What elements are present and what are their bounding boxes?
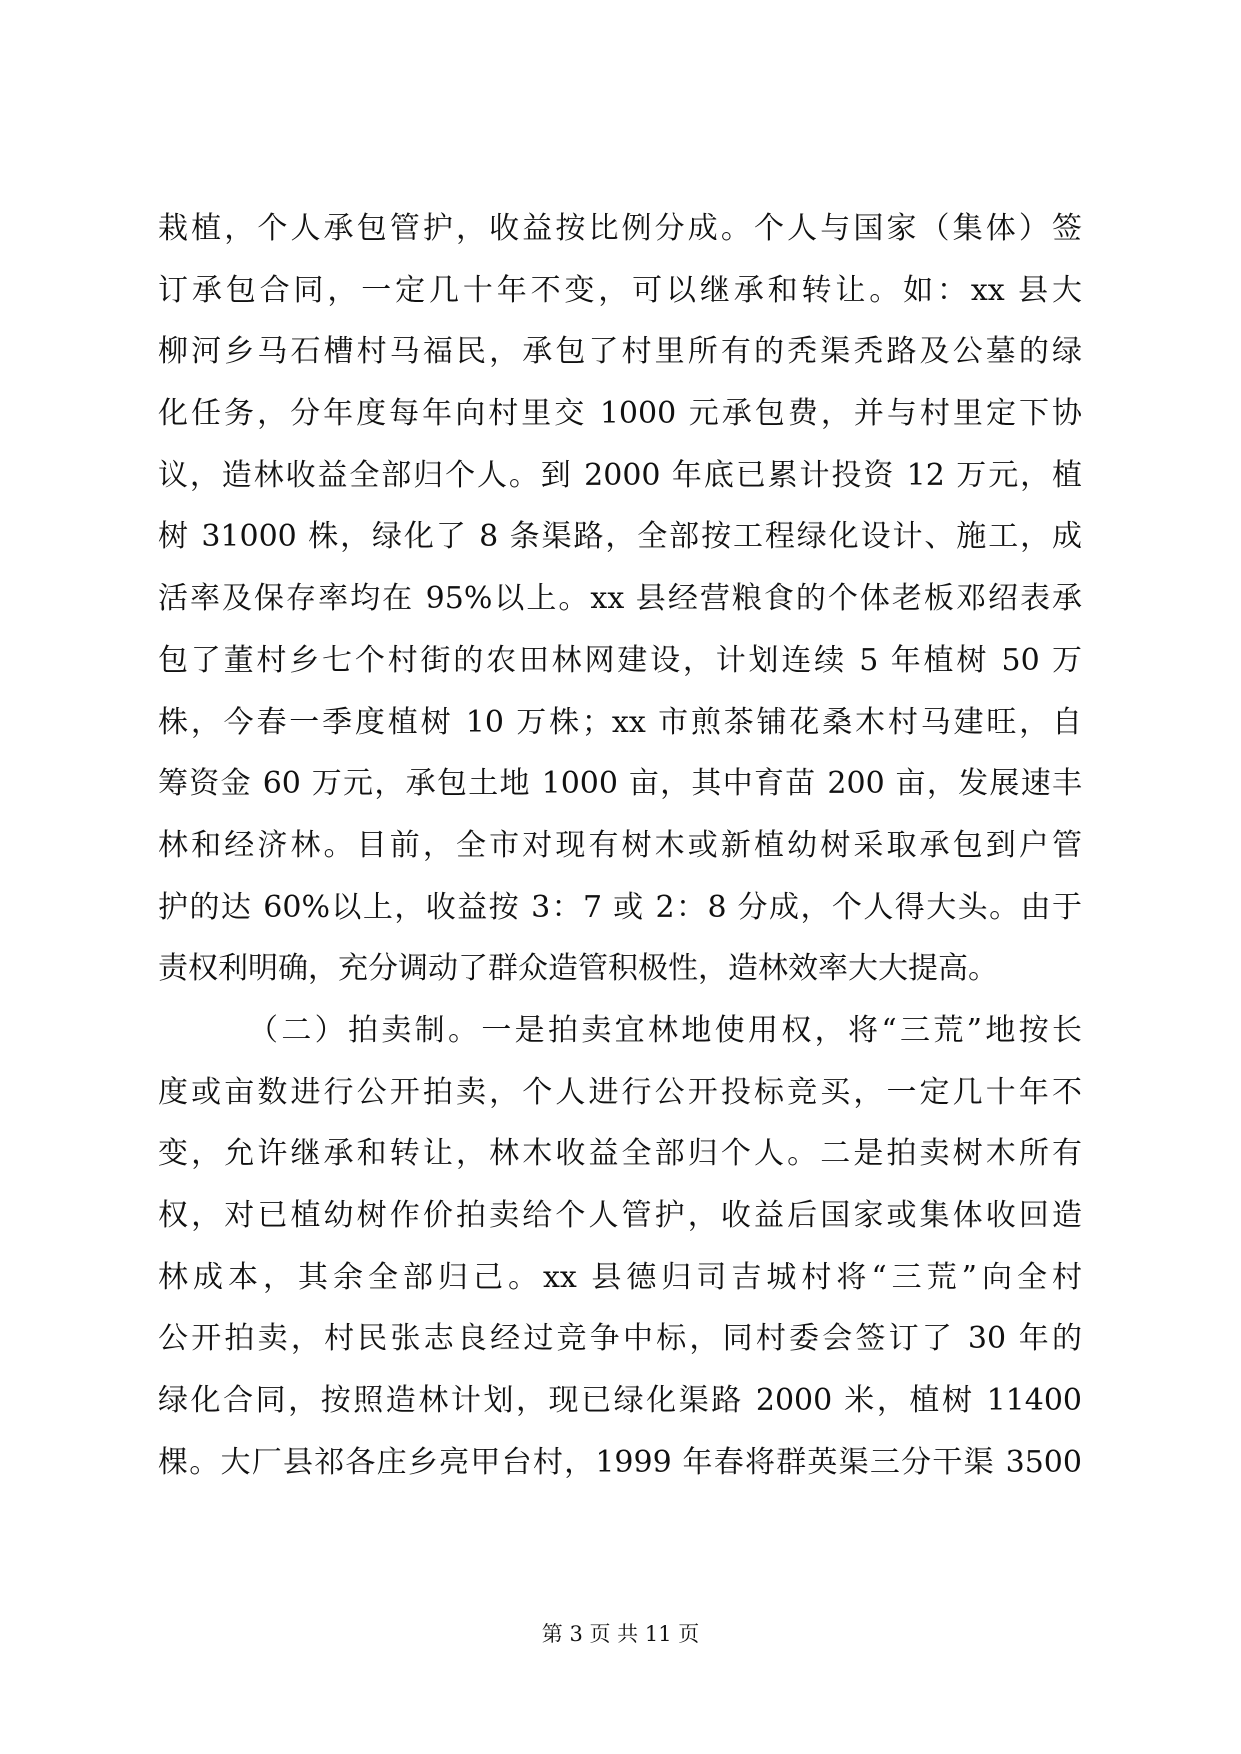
page-number-footer: 第 3 页 共 11 页 xyxy=(541,1622,700,1646)
text-line: 林和经济林。目前，全市对现有树木或新植幼树采取承包到户管 xyxy=(158,827,1082,863)
text-line: 公开拍卖，村民张志良经过竞争中标，同村委会签订了 30 年的 xyxy=(158,1321,1082,1357)
text-line: 护的达 60%以上，收益按 3：7 或 2：8 分成，个人得大头。由于 xyxy=(158,889,1082,925)
text-line: 树 31000 株，绿化了 8 条渠路，全部按工程绿化设计、施工，成 xyxy=(158,519,1082,555)
text-line: 柳河乡马石槽村马福民，承包了村里所有的秃渠秃路及公墓的绿 xyxy=(158,334,1082,370)
text-line: 议，造林收益全部归个人。到 2000 年底已累计投资 12 万元，植 xyxy=(158,457,1082,493)
text-line: 度或亩数进行公开拍卖，个人进行公开投标竞买，一定几十年不 xyxy=(158,1074,1082,1110)
text-line: 林成本，其余全部归己。xx 县德归司吉城村将“三荒”向全村 xyxy=(158,1259,1082,1295)
text-line: 变，允许继承和转让，林木收益全部归个人。二是拍卖树木所有 xyxy=(158,1136,1082,1172)
text-line: 化任务，分年度每年向村里交 1000 元承包费，并与村里定下协 xyxy=(158,396,1082,432)
text-line: 包了董村乡七个村街的农田林网建设，计划连续 5 年植树 50 万 xyxy=(158,642,1082,678)
text-line: 权，对已植幼树作价拍卖给个人管护，收益后国家或集体收回造 xyxy=(158,1198,1082,1233)
text-line: 活率及保存率均在 95%以上。xx 县经营粮食的个体老板邓绍表承 xyxy=(158,581,1082,617)
text-line: 绿化合同，按照造林计划，现已绿化渠路 2000 米，植树 11400 xyxy=(158,1383,1082,1419)
paragraph-start-line: （二）拍卖制。一是拍卖宜林地使用权，将“三荒”地按长 xyxy=(248,1012,1082,1048)
text-line: 株，今春一季度植树 10 万株；xx 市煎茶铺花桑木村马建旺，自 xyxy=(158,704,1082,740)
body-text xyxy=(158,198,1082,1493)
text-line: 订承包合同，一定几十年不变，可以继承和转让。如：xx 县大 xyxy=(158,272,1082,308)
text-line: 责权利明确，充分调动了群众造管积极性，造林效率大大提高。 xyxy=(158,951,998,987)
text-line: 栽植，个人承包管护，收益按比例分成。个人与国家（集体）签 xyxy=(158,211,1082,246)
text-line: 棵。大厂县祁各庄乡亮甲台村，1999 年春将群英渠三分干渠 3500 xyxy=(158,1444,1082,1480)
text-line: 筹资金 60 万元，承包土地 1000 亩，其中育苗 200 亩，发展速丰 xyxy=(158,766,1082,802)
